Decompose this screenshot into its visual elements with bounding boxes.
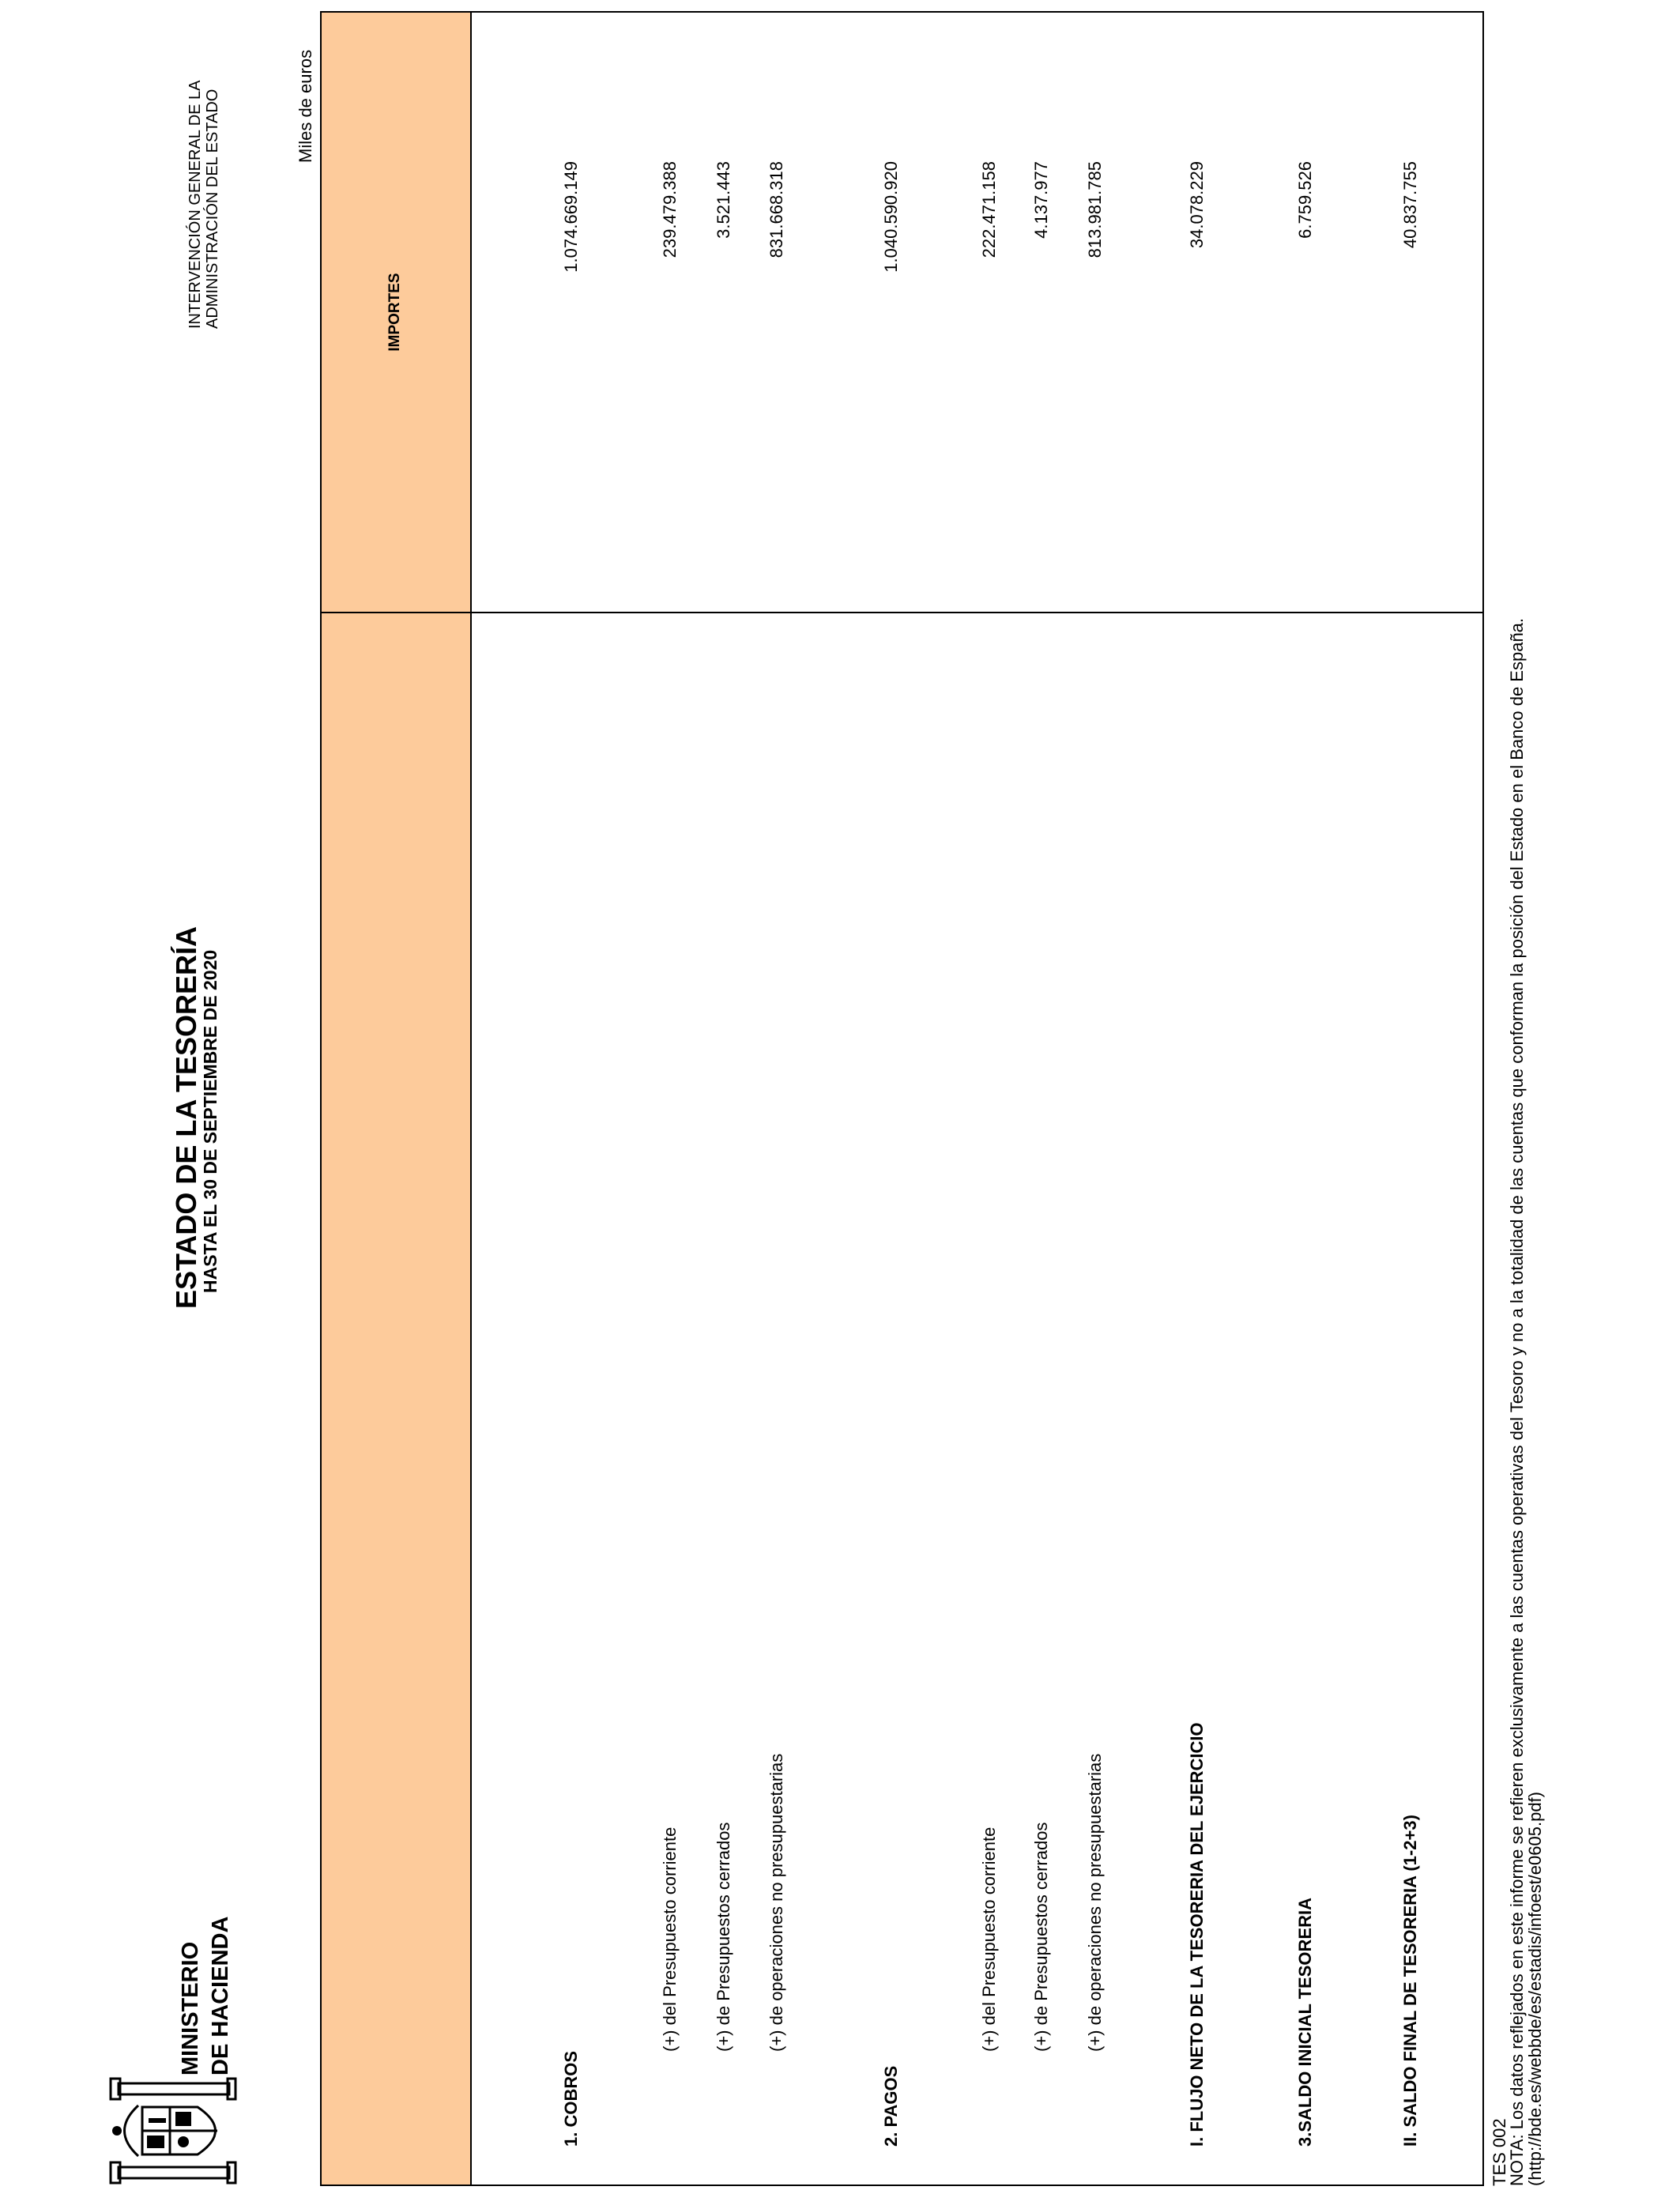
row-label-flujo-neto: I. FLUJO NETO DE LA TESORERIA DEL EJERCICIO — [1187, 1722, 1207, 2147]
row-value-flujo-neto: 34.078.229 — [1187, 161, 1207, 249]
row-value-saldo-inicial: 6.759.526 — [1295, 161, 1315, 239]
row-label-pagos: 2. PAGOS — [881, 2065, 901, 2147]
ministry-line-2: DE HACIENDA — [208, 1916, 233, 2075]
row-label-saldo-inicial: 3.SALDO INICIAL TESORERIA — [1295, 1898, 1315, 2147]
page-title: ESTADO DE LA TESORERÍA — [170, 925, 202, 1309]
issuing-body — [186, 80, 221, 329]
row-label-saldo-final: II. SALDO FINAL DE TESORERIA (1-2+3) — [1400, 1815, 1420, 2147]
row-value-saldo-final: 40.837.755 — [1400, 161, 1420, 249]
column-divider — [472, 612, 1482, 613]
footnote-url: (http://bde.es/webbde/es/estadis/infoest/e0605.pdf) — [1525, 1792, 1545, 2186]
row-label-cobros-corriente: (+) del Presupuesto corriente — [660, 1826, 680, 2052]
row-value-cobros-corriente: 239.479.388 — [660, 161, 680, 258]
report-code: TES 002 — [1490, 2118, 1509, 2186]
concept-header — [322, 612, 472, 2185]
amounts-header — [322, 13, 472, 612]
issuing-body-line-1: INTERVENCIÓN GENERAL DE LA — [186, 80, 204, 329]
units-label: Miles de euros — [296, 49, 315, 163]
row-label-pagos-cerrados: (+) de Presupuestos cerrados — [1031, 1822, 1051, 2052]
row-value-pagos-cerrados: 4.137.977 — [1031, 161, 1051, 239]
issuing-body-line-2: ADMINISTRACIÓN DEL ESTADO — [204, 89, 221, 329]
row-label-pagos-no-presupuestarias: (+) de operaciones no presupuestarias — [1085, 1753, 1105, 2052]
ministry-line-1: MINISTERIO — [178, 1941, 203, 2075]
row-value-pagos: 1.040.590.920 — [881, 161, 901, 273]
row-value-pagos-corriente: 222.471.158 — [979, 161, 999, 258]
amounts-header-label: IMPORTES — [386, 273, 403, 352]
row-value-pagos-no-presupuestarias: 813.981.785 — [1085, 161, 1105, 258]
treasury-table — [320, 11, 1484, 2186]
row-label-cobros-no-presupuestarias: (+) de operaciones no presupuestarias — [767, 1753, 786, 2052]
row-value-cobros-cerrados: 3.521.443 — [714, 161, 733, 239]
row-label-cobros: 1. COBROS — [561, 2050, 581, 2147]
row-label-cobros-cerrados: (+) de Presupuestos cerrados — [714, 1822, 733, 2052]
coat-of-arms-icon — [95, 2075, 245, 2186]
row-label-pagos-corriente: (+) del Presupuesto corriente — [979, 1826, 999, 2052]
row-value-cobros-no-presupuestarias: 831.668.318 — [767, 161, 786, 258]
page-subtitle: HASTA EL 30 DE SEPTIEMBRE DE 2020 — [200, 949, 220, 1293]
footnote: NOTA: Los datos reflejados en este informe se refieren exclusivamente a las cuentas operativas del Tesoro y no a la totalidad de las cuentas que conforman la posición del Estado en el Banco de España. — [1507, 617, 1527, 2186]
row-value-cobros: 1.074.669.149 — [561, 161, 581, 273]
ministry-name — [175, 1917, 235, 2075]
